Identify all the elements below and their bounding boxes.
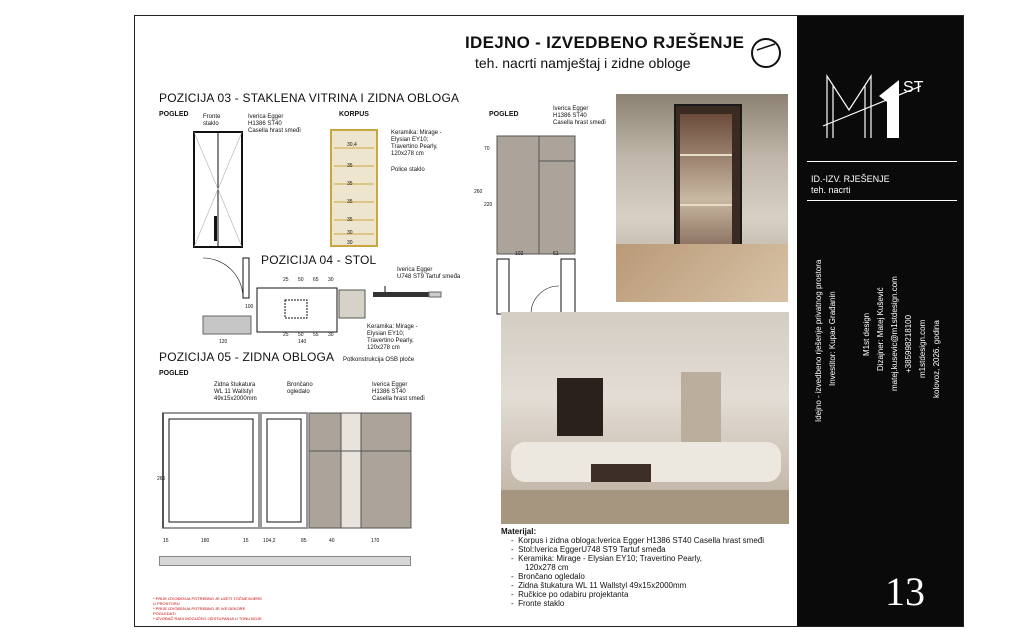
material-item: - Stol:Iverica EggerU748 ST9 Tartuf smeđa	[511, 545, 666, 554]
panel-vert-line: Idejno - izvedbeno rješenje privatnog prostora	[814, 259, 823, 422]
korpus-dim: 30,4	[347, 142, 357, 148]
logo-text: ST	[903, 79, 924, 96]
korpus-dim: 30	[347, 230, 353, 236]
panel-divider	[807, 200, 957, 201]
pos05-dim: 170	[371, 538, 380, 544]
korpus-dim: 35	[347, 217, 353, 223]
material-item: 120x278 cm	[525, 563, 569, 572]
korpus-dim: 30	[347, 240, 353, 246]
page-number: 13	[885, 569, 925, 614]
pos04-title: POZICIJA 04 - STOL	[261, 253, 377, 267]
materials-heading: Materijal:	[501, 527, 537, 536]
stol-dim: 55	[313, 332, 319, 338]
wall-cladding-drawing	[155, 411, 415, 536]
panel-dim: 61	[553, 251, 559, 257]
warning-notes: * PRIJE IZVOĐENJA POTREBNO JE UZETI TOČNE MJERE U PROSTORU * PRIJE IZVOĐENJA POTREBNO JE IVE DEKORE POGLEDATI * IZVOĐAČ RADI MOGUĆEG ODSTUPANJA U TONU BOJE	[153, 596, 262, 621]
pos05-pogled-label: POGLED	[159, 370, 189, 377]
korpus-dim: 35	[347, 199, 353, 205]
pos04-note-potkonstrukcija: Potkonstrukcija OSB ploče	[343, 357, 415, 363]
pos05-note-ogledalo: Brončano ogledalo	[287, 382, 313, 395]
material-item: - Zidna štukatura WL 11 Wallstyl 49x15x2000mm	[511, 581, 687, 590]
korpus-dim: 35	[347, 181, 353, 187]
render-living-room-photo	[501, 312, 789, 524]
pos03-title: POZICIJA 03 - STAKLENA VITRINA I ZIDNA OBLOGA	[159, 91, 460, 105]
pos05-note-iverica: Iverica Egger H1386 ST40 Casella hrast smeđi	[372, 382, 425, 402]
panel-dim: 260	[474, 189, 483, 195]
panel-vert-line: M1st design	[862, 312, 871, 356]
stol-dim: 65	[313, 277, 319, 283]
material-item: - Brončano ogledalo	[511, 572, 585, 581]
stol-dim: 25	[283, 332, 289, 338]
panel-vert-line: Investitor: Kupac Građanin	[828, 291, 837, 386]
pos03-korpus-label: KORPUS	[339, 111, 369, 118]
wall-panel-drawing	[487, 131, 587, 316]
pos03-note-keramika: Keramika: Mirage - Elysian EY10; Travertino Pearly, 120x278 cm	[391, 130, 442, 157]
stol-dim-120: 120	[219, 339, 228, 345]
pos04-note-iverica: Iverica Egger U748 ST9 Tartuf smeđa	[397, 267, 461, 280]
pos05-dim: 85	[301, 538, 307, 544]
panel-divider	[807, 161, 957, 162]
materials-list	[501, 527, 764, 608]
sheet-title: IDEJNO - IZVEDBENO RJEŠENJE	[465, 33, 745, 52]
pos05-note-stukatura: Zidna štukatura WL 11 Wallstyl 49x15x2000mm	[214, 382, 257, 402]
pos03-note-iverica2: Iverica Egger H1386 ST40 Casella hrast smeđi	[553, 106, 606, 126]
stol-dim: 30	[328, 332, 334, 338]
korpus-dim: 35	[347, 163, 353, 169]
material-item: - Ručkice po odabiru projektanta	[511, 590, 629, 599]
pos05-title: POZICIJA 05 - ZIDNA OBLOGA	[159, 350, 335, 364]
pos05-dim: 15	[243, 538, 249, 544]
pos05-dim-height: 266	[157, 476, 166, 482]
panel-doc-title: ID.-IZV. RJEŠENJE teh. nacrti	[811, 174, 890, 195]
sheet-subtitle: teh. nacrti namještaj i zidne obloge	[475, 55, 691, 71]
pos04-note-keramika: Keramika: Mirage - Elysian EY10; Travertino Pearly, 120x278 cm	[367, 324, 418, 351]
stol-dim: 30	[328, 277, 334, 283]
pos05-dim: 40	[329, 538, 335, 544]
pos05-dim: 180	[201, 538, 210, 544]
stol-dim: 25	[283, 277, 289, 283]
pos03-pogled-label: POGLED	[159, 111, 189, 118]
door-swing-drawing	[201, 256, 261, 346]
panel-dim: 70	[484, 146, 490, 152]
stol-dim: 50	[298, 332, 304, 338]
stol-dim-side: 100	[245, 304, 254, 310]
stol-plan-drawing	[255, 286, 340, 336]
material-item: - Keramika: Mirage - Elysian EY10; Travertino Pearly,	[511, 554, 703, 563]
render-vitrina-photo	[616, 94, 788, 302]
vitrina-front-drawing	[193, 131, 243, 251]
pos05-dim: 15	[163, 538, 169, 544]
title-block-panel	[797, 16, 963, 626]
stol-dim: 50	[298, 277, 304, 283]
panel-dim: 102	[515, 251, 524, 257]
panel-vert-line: +385998218100	[904, 314, 913, 373]
panel-vert-line: kolovoz, 2026. godina	[932, 320, 941, 398]
drawing-sheet	[134, 15, 964, 627]
m1st-logo-icon	[821, 66, 931, 146]
pos05-dim: 104,2	[263, 538, 276, 544]
pos03-pogled2-label: POGLED	[489, 111, 519, 118]
pos03-note-iverica: Iverica Egger H1386 ST40 Casella hrast smeđi	[248, 114, 301, 134]
stol-side-drawing	[335, 286, 369, 322]
panel-dim: 220	[484, 202, 493, 208]
pos03-note-fronte: Fronte staklo	[203, 114, 221, 127]
stol-section-drawing	[371, 284, 449, 302]
compass-icon	[751, 38, 781, 68]
material-item: - Korpus i zidna obloga:Iverica Egger H1386 ST40 Casella hrast smeđi	[511, 536, 765, 545]
panel-vert-line: m1stdesign.com	[918, 319, 927, 378]
stol-dim-total: 140	[298, 339, 307, 345]
material-item: - Fronte staklo	[511, 599, 565, 608]
wall-section-strip	[159, 556, 411, 566]
panel-vert-line: matej.kusevic@m1stdesign.com	[890, 276, 899, 391]
panel-vert-line: Dizajner: Matej Kušević	[876, 287, 885, 371]
pos03-note-police: Police staklo	[391, 167, 425, 173]
